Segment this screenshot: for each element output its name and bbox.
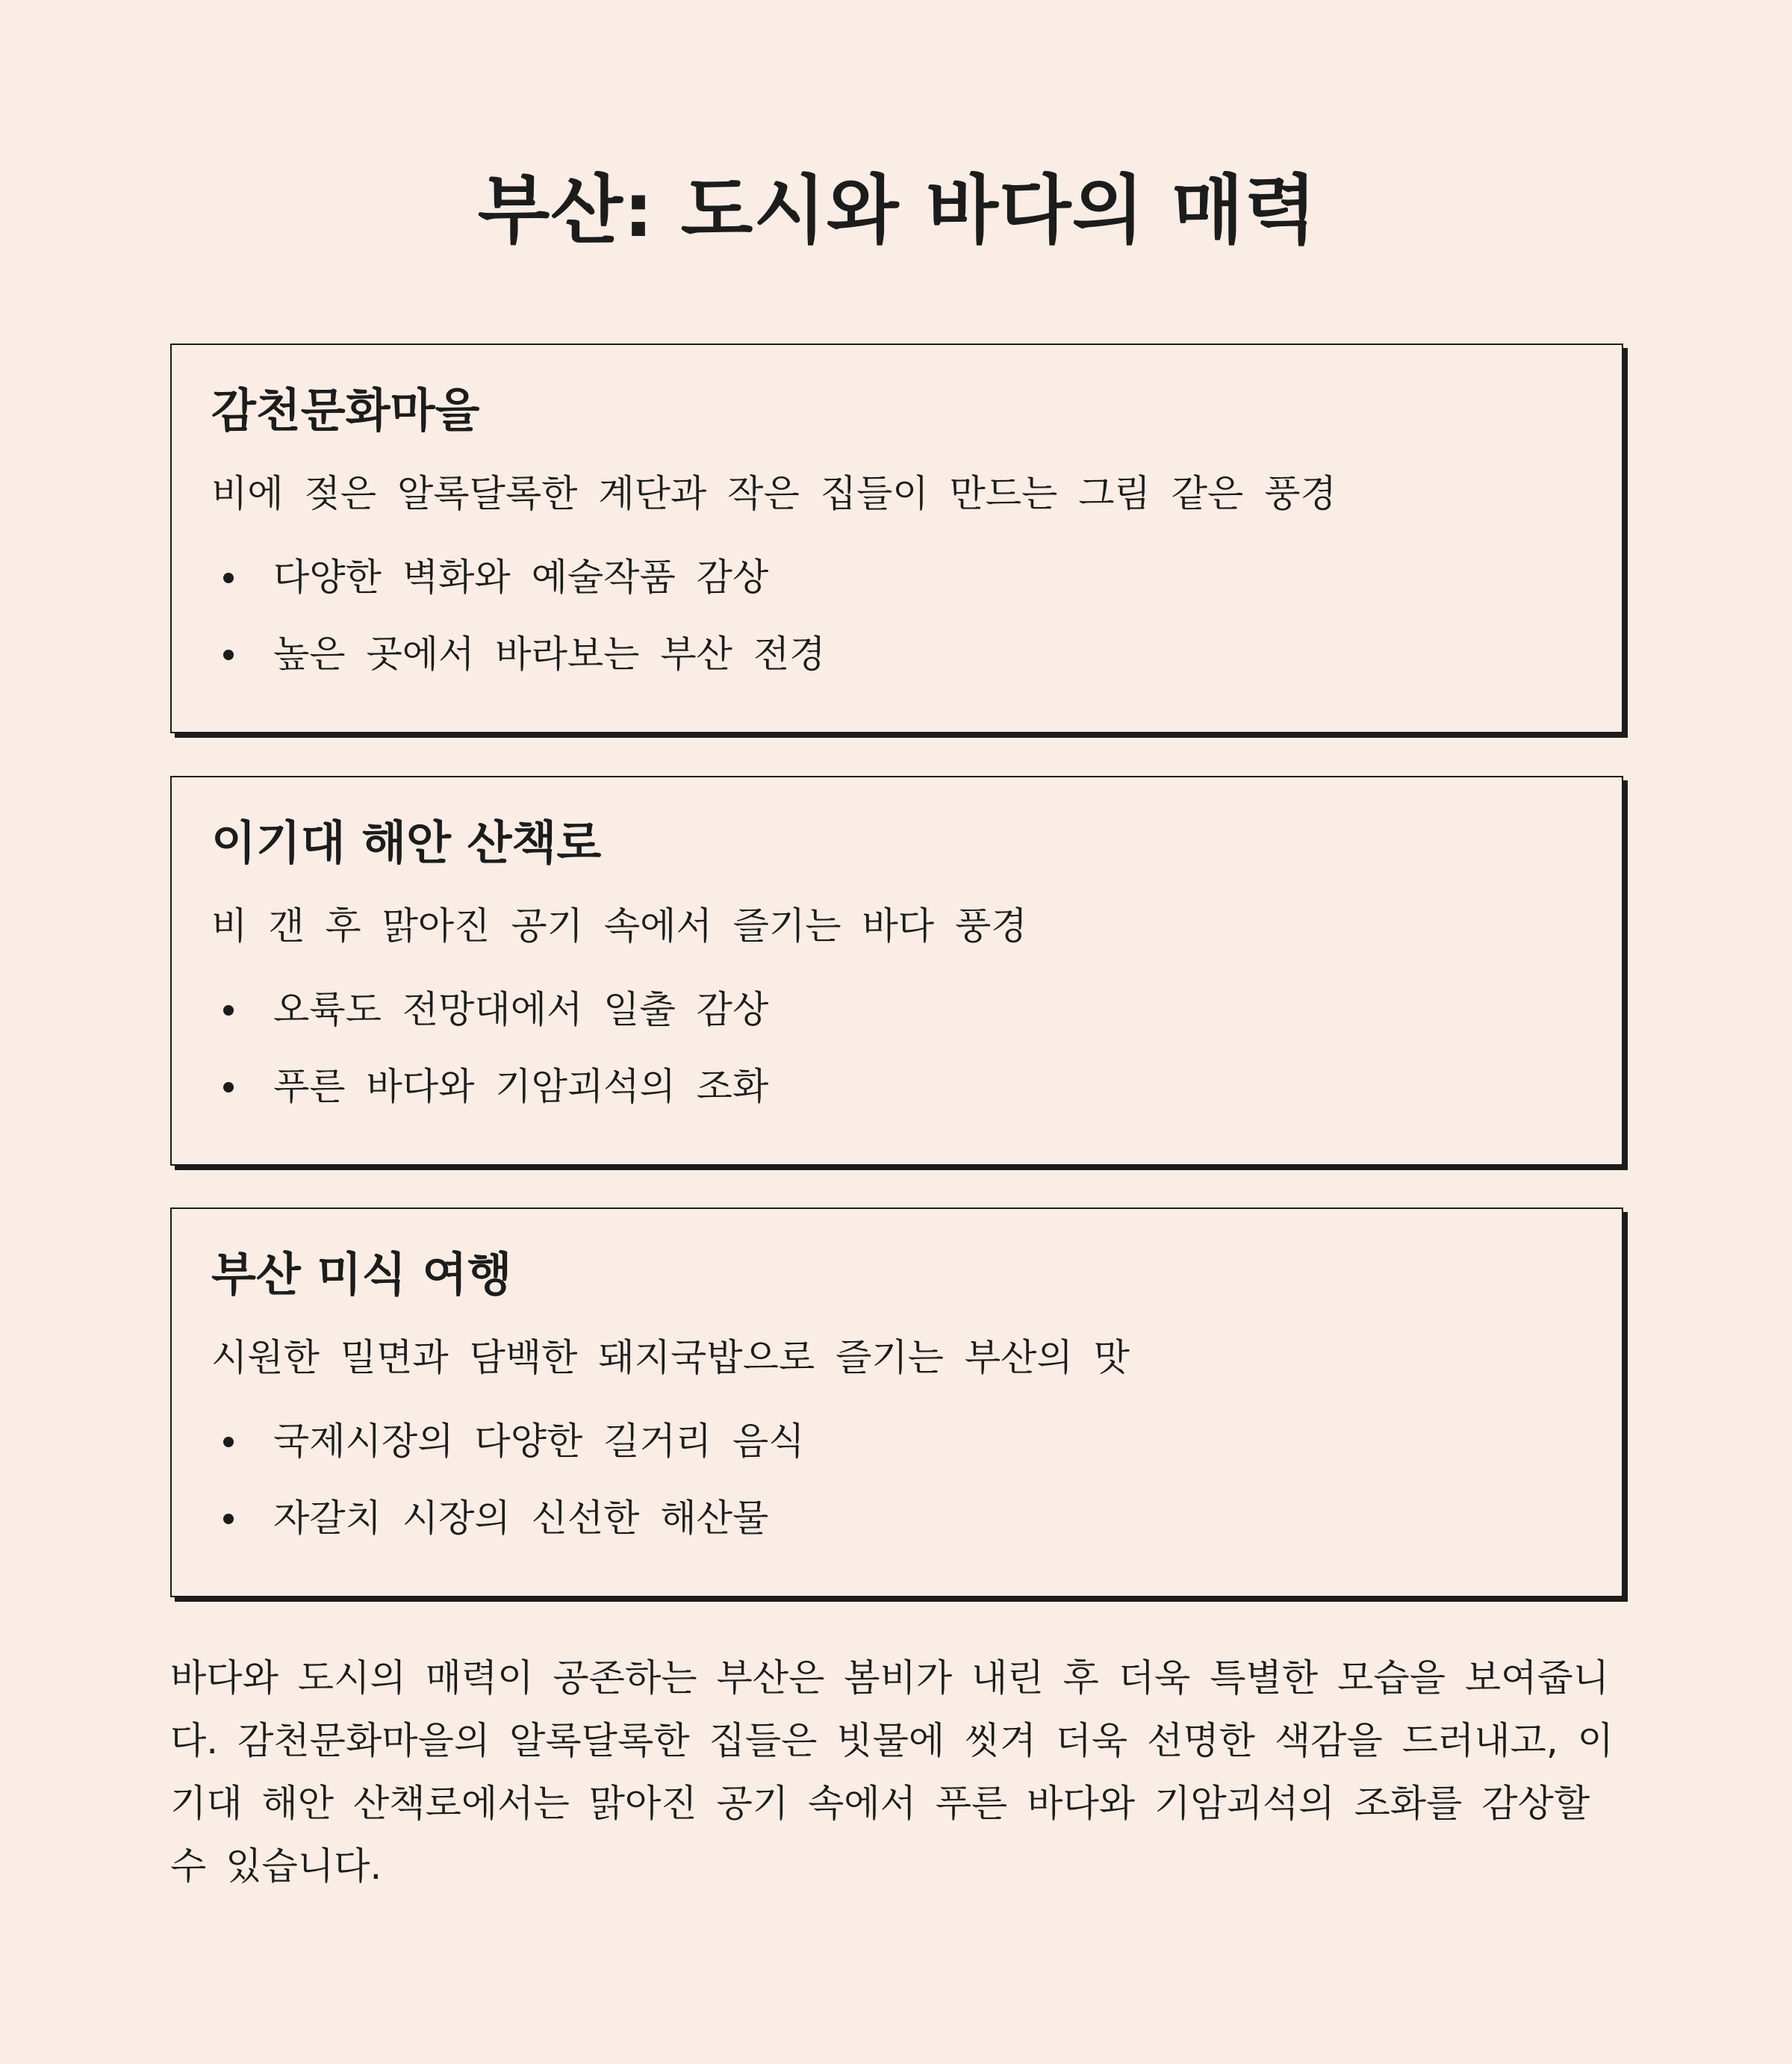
section-description: 비에 젖은 알록달록한 계단과 작은 집들이 만드는 그림 같은 풍경 (211, 472, 1337, 515)
section-description: 비 갠 후 맑아진 공기 속에서 즐기는 바다 풍경 (211, 904, 1027, 948)
summary-paragraph: 바다와 도시의 매력이 공존하는 부산은 봄비가 내린 후 더욱 특별한 모습을 보여줍니다. 감천문화마을의 알록달록한 집들은 빗물에 씻겨 더욱 선명한 색감을 드러내고, 이기대 해안 산책로에서는 맑아진 공기 속에서 푸른 바다와 기암괴석의 조화를 감상할 수 있습니다. (170, 1656, 1614, 1888)
list-item-text: 푸른 바다와 기암괴석의 조화 (273, 1065, 769, 1108)
section-card-food (170, 1207, 1623, 1597)
list-item-text: 다양한 벽화와 예술작품 감상 (273, 556, 769, 599)
section-title: 부산 미식 여행 (211, 1247, 512, 1302)
list-item-text: 높은 곳에서 바라보는 부산 전경 (273, 632, 826, 676)
list-item (211, 983, 768, 1036)
section-list (211, 1415, 805, 1569)
list-item (211, 628, 825, 680)
list-item (211, 1492, 805, 1544)
section-title: 감천문화마을 (211, 383, 480, 438)
section-card-gamcheon (170, 344, 1623, 733)
bullet-icon (223, 573, 234, 583)
list-item-text: 국제시장의 다양한 길거리 음식 (273, 1420, 805, 1463)
list-item (211, 1415, 805, 1467)
list-item (211, 551, 825, 603)
section-card-igidae (170, 776, 1623, 1166)
list-item (211, 1060, 768, 1113)
section-list (211, 983, 768, 1137)
page-title: 부산: 도시와 바다의 매력 (477, 167, 1318, 254)
section-list (211, 551, 825, 705)
list-item-text: 자갈치 시장의 신선한 해산물 (273, 1496, 769, 1540)
bullet-icon (223, 1082, 234, 1092)
list-item-text: 오륙도 전망대에서 일출 감상 (273, 988, 769, 1031)
bullet-icon (223, 1514, 234, 1524)
bullet-icon (223, 1005, 234, 1016)
bullet-icon (223, 650, 234, 660)
section-title: 이기대 해안 산책로 (211, 815, 602, 870)
bullet-icon (223, 1437, 234, 1447)
section-description: 시원한 밀면과 담백한 돼지국밥으로 즐기는 부산의 맛 (211, 1336, 1130, 1379)
